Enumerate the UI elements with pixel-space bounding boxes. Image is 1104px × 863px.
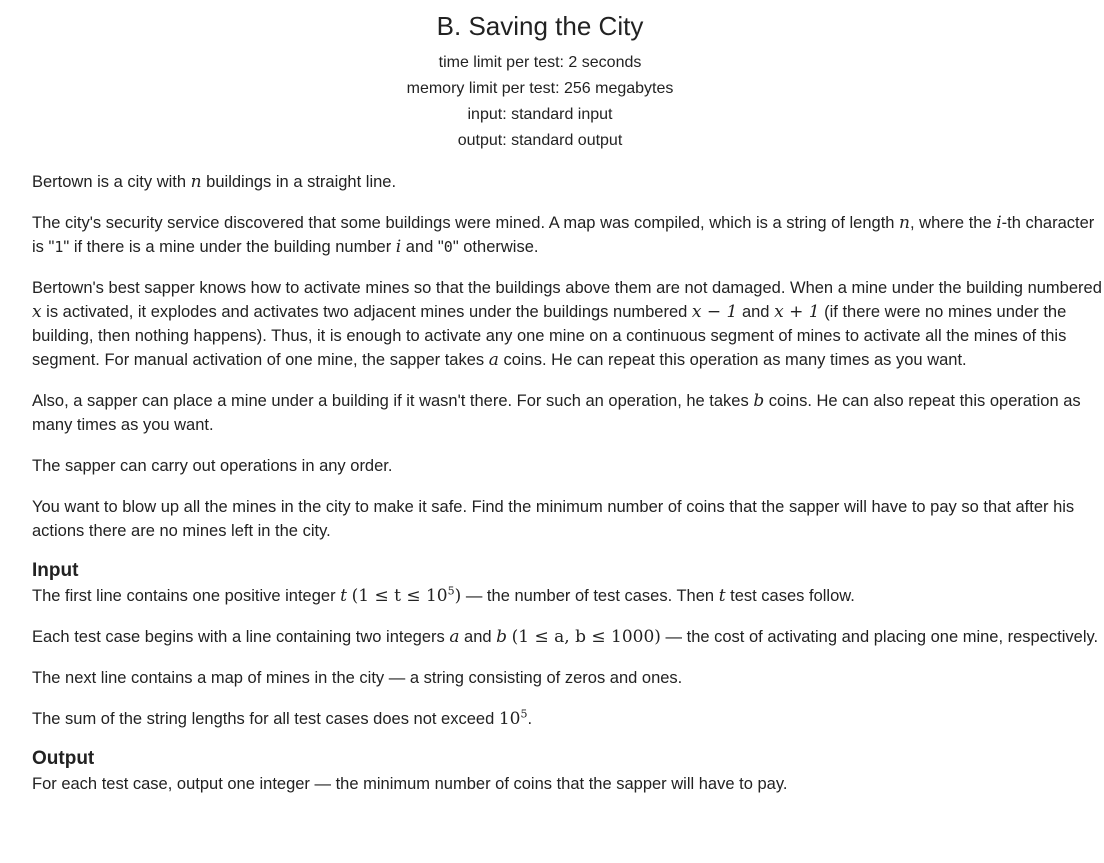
text: " if there is a mine under the building number — [63, 238, 396, 256]
problem-statement — [32, 170, 1104, 796]
text: — the cost of activating and placing one mine, respectively. — [660, 628, 1099, 646]
var-a: a — [488, 350, 499, 370]
constraint-close: ) — [454, 586, 462, 606]
var-t: t — [718, 586, 726, 606]
constraint-ab: (1 ≤ a, b ≤ 1000) — [511, 627, 661, 647]
input-paragraph-3: The next line contains a map of mines in the city — a string consisting of zeros and ones. — [32, 669, 683, 687]
statement-paragraph-2 — [32, 211, 1104, 259]
text: , where the — [910, 214, 997, 232]
statement-paragraph-6: You want to blow up all the mines in the city to make it safe. Find the minimum number of coins that the sapper will have to pay so that after his actions there are no mines left in the city. — [32, 498, 1075, 540]
text: is activated, it explodes and activates two adjacent mines under the buildings numbered — [41, 303, 692, 321]
char-zero: 0 — [443, 238, 453, 256]
text: — the number of test cases. Then — [461, 587, 719, 605]
input-paragraph-1 — [32, 584, 1104, 608]
text: coins. He can also repeat this operation as many times as you want. — [32, 392, 1081, 434]
statement-paragraph-4 — [32, 389, 1104, 437]
time-limit: time limit per test: 2 seconds — [438, 54, 642, 71]
constraint-t — [352, 586, 462, 606]
text: test cases follow. — [725, 587, 855, 605]
text: . — [527, 710, 533, 728]
statement-paragraph-5: The sapper can carry out operations in any order. — [32, 457, 393, 475]
var-x: x — [32, 302, 42, 322]
var-i: i — [395, 237, 402, 257]
var-b: b — [496, 627, 508, 647]
text: and " — [401, 238, 444, 256]
text: The sum of the string lengths for all test cases does not exceed — [32, 710, 499, 728]
constraint-text: (1 ≤ t ≤ 10 — [351, 586, 448, 606]
text: and — [459, 628, 497, 646]
base: 10 — [498, 709, 521, 729]
input-paragraph-4 — [32, 707, 1104, 731]
var-n: n — [899, 213, 910, 233]
text: Bertown is a city with — [32, 173, 191, 191]
output-spec: output: standard output — [457, 132, 623, 149]
var-a: a — [449, 627, 460, 647]
text: The city's security service discovered that some buildings were mined. A map was compiled, which is a string of length — [32, 214, 900, 232]
char-one: 1 — [54, 238, 64, 256]
problem-page — [32, 0, 1104, 813]
expr-x-plus-1: x + 1 — [774, 302, 820, 322]
memory-limit: memory limit per test: 256 megabytes — [406, 80, 674, 97]
output-paragraph-1: For each test case, output one integer — the minimum number of coins that the sapper will have to pay. — [32, 775, 788, 793]
problem-title: B. Saving the City — [436, 11, 644, 41]
var-t: t — [340, 586, 348, 606]
text: buildings in a straight line. — [201, 173, 397, 191]
output-section-title: Output — [32, 748, 95, 769]
text: -th character is " — [32, 214, 1095, 256]
exponent: 5 — [447, 584, 455, 598]
text: " otherwise. — [452, 238, 539, 256]
text: Bertown's best sapper knows how to activate mines so that the buildings above them are not damaged. When a mine under the building numbered — [32, 279, 1102, 297]
text: and — [737, 303, 775, 321]
text: (if there were no mines under the building, then nothing happens). Thus, it is enough to activate any one mine on a continuous segment of mines to activate all the mines of this segment. For manual activation of one mine, the sapper takes — [32, 303, 1067, 369]
expr-x-minus-1: x − 1 — [691, 302, 738, 322]
exponent: 5 — [520, 707, 528, 721]
statement-paragraph-3 — [32, 276, 1104, 372]
power-ten — [499, 709, 528, 729]
input-spec: input: standard input — [467, 106, 613, 123]
text: Also, a sapper can place a mine under a building if it wasn't there. For such an operation, he takes — [32, 392, 754, 410]
var-b: b — [753, 391, 765, 411]
text: The first line contains one positive integer — [32, 587, 341, 605]
input-paragraph-2 — [32, 625, 1104, 649]
text: coins. He can repeat this operation as many times as you want. — [498, 351, 967, 369]
statement-paragraph-1 — [32, 170, 1104, 194]
problem-header — [0, 12, 1080, 154]
var-n: n — [190, 172, 202, 192]
text: Each test case begins with a line containing two integers — [32, 628, 450, 646]
input-section-title: Input — [32, 560, 79, 581]
var-i: i — [996, 213, 1002, 233]
